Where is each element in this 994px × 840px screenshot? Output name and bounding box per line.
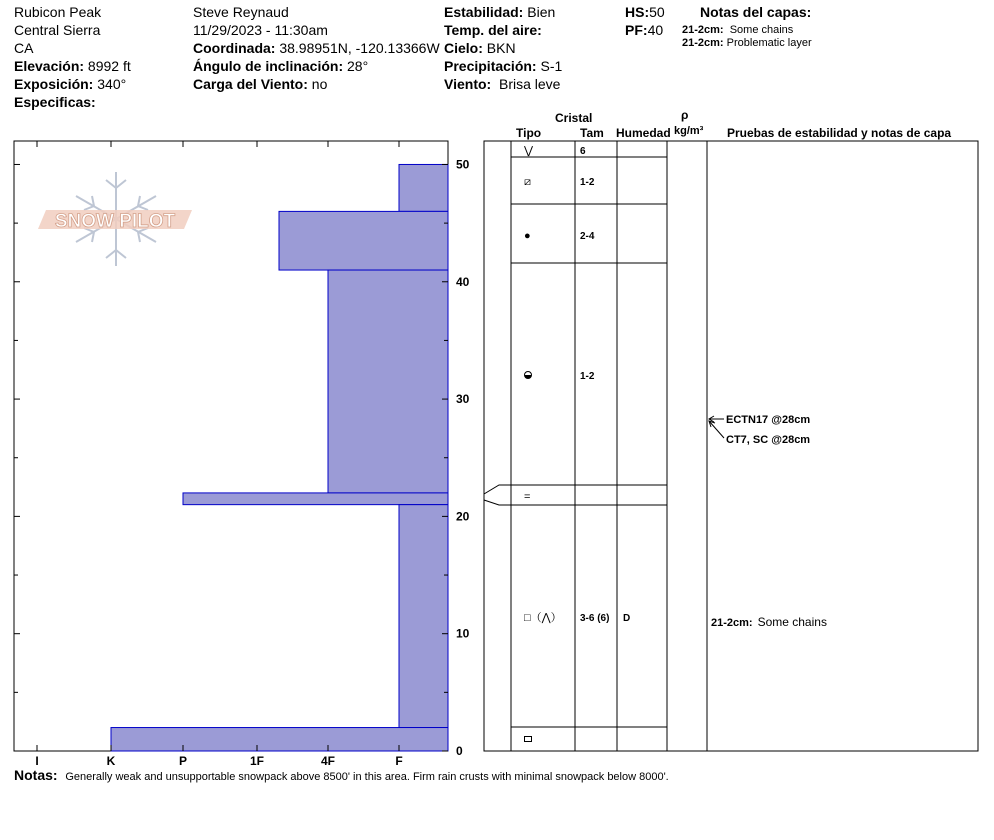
rho-header: ρ	[681, 108, 689, 122]
grain-rows	[523, 145, 630, 742]
hardness-bars	[111, 164, 448, 751]
grain-size: 1-2	[580, 371, 595, 382]
grain-moisture: D	[623, 613, 631, 624]
location-name: Rubicon Peak	[14, 4, 102, 20]
stability-test-1: ECTN17 @28cm	[726, 414, 811, 426]
ice-crust-icon: =	[524, 491, 531, 503]
grain-size: 2-4	[580, 231, 595, 242]
grain-row-1	[523, 145, 586, 157]
pf-label: PF:	[625, 22, 648, 38]
notes-label: Notas:	[14, 767, 58, 783]
notes-text: Generally weak and unsupportable snowpack above 8500' in this area. Firm rain crusts with minimal snowpack below 8000'.	[65, 771, 669, 783]
x-tick-label-F: F	[395, 754, 403, 768]
grain-size: 3-6 (6)	[580, 613, 610, 624]
tests-header: Pruebas de estabilidad y notas de capa	[727, 126, 952, 140]
state-name: CA	[14, 40, 34, 56]
hardness-bar-2	[279, 211, 448, 270]
test-arrow-2	[709, 421, 724, 438]
grain-size: 1-2	[580, 177, 595, 188]
hardness-bar-6	[111, 728, 448, 751]
coordinate-value: 38.98951N, -120.13366W	[279, 40, 440, 56]
notes-row	[14, 767, 669, 784]
stability-test-2: CT7, SC @28cm	[726, 434, 811, 446]
observation-datetime: 11/29/2023 - 11:30am	[193, 22, 328, 38]
grain-row-2	[524, 176, 595, 188]
crystal-header: Cristal	[555, 111, 593, 125]
grain-row-7	[525, 737, 532, 742]
size-header: Tam	[580, 126, 604, 140]
test-arrows	[709, 416, 724, 438]
layer-note-1-depth: 21-2cm:	[682, 24, 724, 36]
slope-label: Ángulo de inclinación:	[193, 58, 344, 74]
logo-text: SNOW PILOT	[54, 211, 176, 232]
density-header: kg/m³	[674, 125, 704, 137]
layer-comment	[711, 615, 827, 629]
sky-value: BKN	[486, 40, 516, 56]
layer-note-1-text: Some chains	[729, 24, 794, 36]
layer-comment-text: Some chains	[757, 615, 827, 629]
coordinate-label: Coordinada:	[193, 40, 276, 56]
grain-row-5	[524, 491, 530, 503]
elevation-label: Elevación:	[14, 58, 85, 74]
hs-value: 50	[649, 4, 665, 20]
hardness-bar-1	[399, 164, 448, 211]
layer-note-2-depth: 21-2cm:	[682, 37, 724, 49]
wind-load-value: no	[311, 76, 328, 92]
layer-comment-depth: 21-2cm:	[711, 617, 753, 629]
grain-row-6	[524, 611, 630, 624]
faceted-crystals-icon: □（⋀）	[524, 612, 562, 624]
wind-load-label: Carga del Viento:	[193, 76, 308, 92]
connector-line-2	[484, 500, 511, 505]
y-tick-label-10: 10	[456, 626, 470, 641]
precip-label: Precipitación:	[444, 58, 537, 74]
range-name: Central Sierra	[14, 22, 101, 38]
stability-value: Bien	[527, 4, 556, 20]
y-tick-label-30: 30	[456, 392, 470, 407]
x-tick-label-4F: 4F	[320, 754, 336, 768]
layer-note-2-text: Problematic layer	[726, 37, 812, 49]
slope-value: 28°	[347, 58, 369, 74]
grain-size: 6	[580, 146, 586, 157]
y-tick-label-20: 20	[456, 509, 470, 524]
grain-row-4	[525, 371, 595, 382]
y-tick-label-0: 0	[456, 744, 463, 758]
grain-table	[484, 141, 978, 751]
melt-freeze-crust-icon	[525, 737, 532, 742]
x-tick-label-K: K	[106, 754, 116, 768]
grain-row-3	[524, 230, 595, 242]
graupel-icon: ●	[524, 230, 531, 242]
rounded-faceted-icon	[525, 372, 532, 379]
decomposing-fragmented-icon: ⧄	[524, 176, 531, 188]
hardness-bar-3	[328, 270, 448, 493]
y-tick-label-40: 40	[456, 274, 470, 289]
hs-label: HS:	[625, 4, 650, 20]
stability-label: Estabilidad:	[444, 4, 524, 20]
x-tick-label-P: P	[178, 754, 188, 768]
precip-value: S-1	[540, 58, 563, 74]
aspect-label: Exposición:	[14, 76, 94, 92]
snowpilot-logo	[38, 172, 192, 266]
hardness-bar-4	[183, 493, 448, 505]
x-tick-label-I: I	[35, 754, 39, 768]
hardness-bar-5	[399, 505, 448, 728]
wind-label: Viento:	[444, 76, 492, 92]
wind-value: Brisa leve	[498, 76, 561, 92]
observer-name: Steve Reynaud	[193, 4, 289, 20]
layer-notes-title: Notas del capas:	[700, 4, 812, 20]
sky-label: Cielo:	[444, 40, 483, 56]
specifics-label: Especificas:	[14, 94, 96, 110]
type-header: Tipo	[516, 126, 542, 140]
x-tick-label-1F: 1F	[249, 754, 265, 768]
moisture-header: Humedad	[616, 126, 671, 140]
aspect-value: 340°	[97, 76, 127, 92]
connector-line-1	[484, 485, 511, 494]
precip-particles-icon: ⋁	[524, 145, 534, 157]
elevation-value: 8992 ft	[87, 58, 131, 74]
air-temp-label: Temp. del aire:	[444, 22, 542, 38]
y-tick-label-50: 50	[456, 157, 470, 172]
table-frame	[484, 141, 978, 751]
pf-value: 40	[647, 22, 664, 38]
